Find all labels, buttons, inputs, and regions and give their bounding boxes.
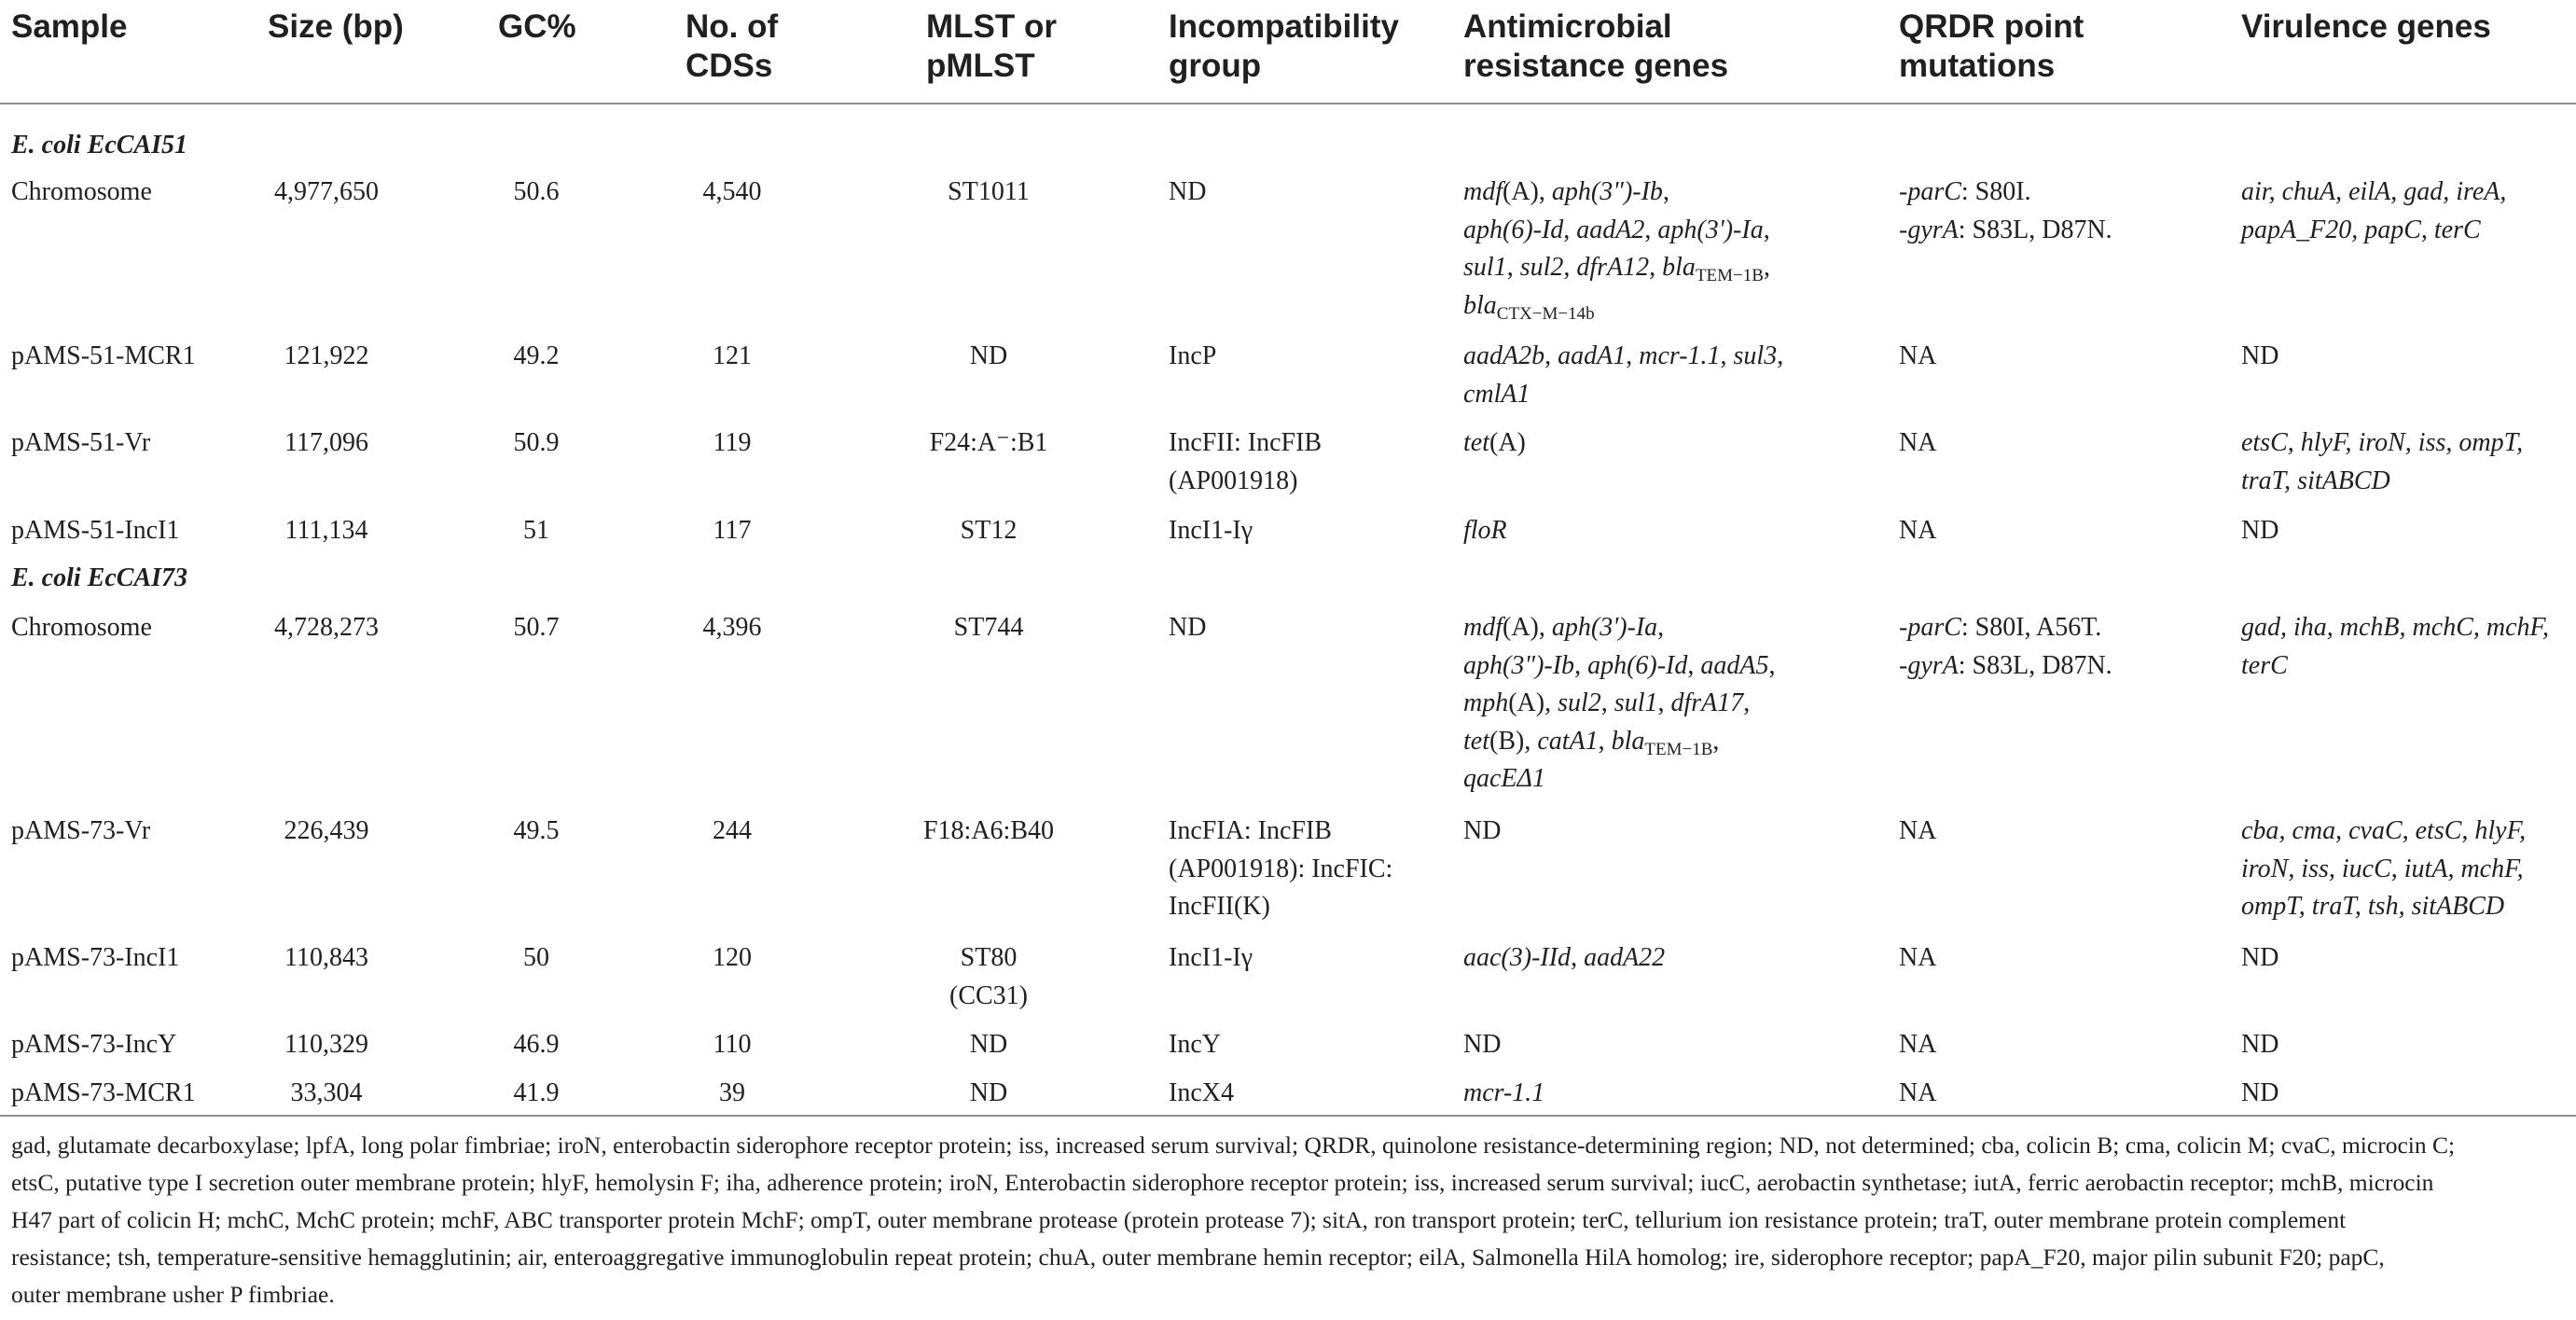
cell-qrdr: NA (1899, 1030, 1937, 1059)
cell-gc: 49.2 (513, 341, 560, 370)
cell-amr: ND (1463, 1030, 1502, 1059)
cell-sample: pAMS-51-IncI1 (11, 516, 180, 545)
cell-mlst: ST744 (953, 613, 1024, 642)
cell-size: 4,977,650 (274, 177, 379, 206)
table-bottom-divider (0, 1115, 2576, 1117)
cell-virulence: etsC, hlyF, iroN, iss, ompT, traT, sitABCD (2241, 428, 2524, 495)
cell-sample: Chromosome (11, 177, 152, 206)
cell-amr: aadA2b, aadA1, mcr-1.1, sul3, cmlA1 (1463, 341, 1784, 409)
header-gc: GC% (498, 8, 576, 45)
cell-incompatibility: IncP (1169, 341, 1217, 370)
cell-incompatibility: IncI1-Iγ (1169, 516, 1253, 545)
group-heading-ecCAI51: E. coli EcCAI51 (11, 131, 188, 160)
cell-cds: 4,540 (702, 177, 762, 206)
cell-mlst: F18:A6:B40 (922, 816, 1055, 845)
header-qrdr: QRDR point mutations (1899, 8, 2084, 84)
header-cds: No. of CDSs (686, 8, 779, 84)
cell-size: 33,304 (290, 1078, 363, 1107)
cell-sample: Chromosome (11, 613, 152, 642)
footnote-line: resistance; tsh, temperature-sensitive hemagglutinin; air, enteroaggregative immunoglobulin repeat protein; chuA, outer membrane hemin receptor; eilA, Salmonella HilA homolog; ire, siderophore receptor; papA_F20, major pilin subunit F20; papC, (11, 1244, 2385, 1271)
cell-incompatibility: IncI1-Iγ (1169, 943, 1253, 972)
cell-cds: 119 (713, 428, 752, 457)
header-incompatibility: Incompatibility group (1169, 8, 1399, 84)
cell-gc: 49.5 (513, 816, 560, 845)
cell-virulence: ND (2241, 341, 2279, 370)
cell-qrdr: NA (1899, 341, 1937, 370)
cell-virulence: air, chuA, eilA, gad, ireA, papA_F20, papC, terC (2241, 177, 2507, 244)
cell-virulence: ND (2241, 1030, 2279, 1059)
cell-cds: 120 (713, 943, 752, 972)
cell-size: 110,329 (284, 1030, 368, 1059)
cell-cds: 121 (713, 341, 752, 370)
cell-gc: 50 (523, 943, 549, 972)
cell-cds: 117 (713, 516, 752, 545)
cell-virulence: gad, iha, mchB, mchC, mchF, terC (2241, 613, 2550, 680)
cell-size: 117,096 (284, 428, 368, 457)
cell-virulence: cba, cma, cvaC, etsC, hlyF, iroN, iss, iucC, iutA, mchF, ompT, traT, tsh, sitABCD (2241, 816, 2527, 921)
footnote-line: etsC, putative type I secretion outer membrane protein; hlyF, hemolysin F; iha, adherence protein; iroN, Enterobactin siderophore receptor protein; iss, increased serum survival; iucC, aerobactin synthetase; iutA, ferric aerobactin receptor; mchB, microcin (11, 1169, 2434, 1196)
cell-incompatibility: IncFII: IncFIB (AP001918) (1169, 428, 1323, 495)
cell-sample: pAMS-51-Vr (11, 428, 151, 457)
cell-sample: pAMS-51-MCR1 (11, 341, 196, 370)
cell-mlst: F24:A⁻:B1 (929, 428, 1048, 457)
cell-size: 121,922 (284, 341, 369, 370)
cell-qrdr: -parC: S80I, A56T. -gyrA: S83L, D87N. (1899, 613, 2112, 680)
cell-size: 111,134 (284, 516, 368, 545)
cell-incompatibility: ND (1169, 613, 1207, 642)
cell-size: 4,728,273 (274, 613, 379, 642)
cell-qrdr: -parC: S80I. -gyrA: S83L, D87N. (1899, 177, 2112, 244)
cell-amr: mdf(A), aph(3')-Ia, aph(3")-Ib, aph(6)-Id, aadA5, mph(A), sul2, sul1, dfrA17, tet(B), catA1, bla$_{TEM-1B}$, qacEΔ1 (1463, 613, 1776, 793)
cell-sample: pAMS-73-MCR1 (11, 1078, 196, 1107)
cell-virulence: ND (2241, 943, 2279, 972)
cell-mlst: ND (969, 341, 1008, 370)
cell-amr: aac(3)-IId, aadA22 (1463, 943, 1666, 972)
cell-gc: 50.7 (513, 613, 560, 642)
cell-amr: mdf(A), aph(3")-Ib, aph(6)-Id, aadA2, aph(3')-Ia, sul1, sul2, dfrA12, bla$_{TEM-1B}$, bla$_{CTX-M-14b}$ (1463, 177, 1770, 324)
cell-mlst: ND (969, 1030, 1008, 1059)
cell-qrdr: NA (1899, 943, 1937, 972)
cell-sample: pAMS-73-IncY (11, 1030, 177, 1059)
header-amr: Antimicrobial resistance genes (1463, 8, 1729, 84)
cell-gc: 46.9 (513, 1030, 560, 1059)
header-virulence: Virulence genes (2241, 8, 2491, 45)
cell-size: 110,843 (284, 943, 368, 972)
cell-incompatibility: IncFIA: IncFIB (AP001918): IncFIC: IncFII(K) (1169, 816, 1393, 921)
header-mlst: MLST or pMLST (926, 8, 1057, 84)
cell-virulence: ND (2241, 1078, 2279, 1107)
cell-cds: 39 (719, 1078, 745, 1107)
cell-incompatibility: IncY (1169, 1030, 1221, 1059)
cell-sample: pAMS-73-Vr (11, 816, 151, 845)
cell-cds: 244 (713, 816, 752, 845)
table-footnote (11, 1127, 2565, 1313)
cell-incompatibility: ND (1169, 177, 1207, 206)
cell-sample: pAMS-73-IncI1 (11, 943, 180, 972)
footnote-line: H47 part of colicin H; mchC, MchC protein; mchF, ABC transporter protein MchF; ompT, outer membrane protease (protein protease 7); sitA, ron transport protein; terC, tellurium ion resistance protein; traT, outer membrane protein complement (11, 1206, 2347, 1233)
cell-amr: ND (1463, 816, 1502, 845)
cell-qrdr: NA (1899, 516, 1937, 545)
group-heading-ecCAI73: E. coli EcCAI73 (11, 563, 188, 592)
cell-gc: 50.6 (513, 177, 560, 206)
header-size: Size (bp) (268, 8, 404, 45)
cell-amr: mcr-1.1 (1463, 1078, 1545, 1107)
cell-cds: 4,396 (702, 613, 762, 642)
cell-qrdr: NA (1899, 1078, 1937, 1107)
cell-amr: tet(A) (1463, 428, 1526, 457)
cell-size: 226,439 (284, 816, 369, 845)
cell-virulence: ND (2241, 516, 2279, 545)
header-divider (0, 103, 2576, 104)
cell-qrdr: NA (1899, 428, 1937, 457)
cell-cds: 110 (713, 1030, 752, 1059)
header-sample: Sample (11, 8, 128, 45)
footnote-line: gad, glutamate decarboxylase; lpfA, long polar fimbriae; iroN, enterobactin siderophore receptor protein; iss, increased serum survival; QRDR, quinolone resistance-determining region; ND, not determined; cba, colicin B; cma, colicin M; cvaC, microcin C; (11, 1132, 2456, 1159)
cell-gc: 51 (523, 516, 549, 545)
cell-gc: 41.9 (513, 1078, 560, 1107)
cell-mlst: ND (969, 1078, 1008, 1107)
cell-mlst: ST12 (960, 516, 1018, 545)
cell-mlst: ST1011 (948, 177, 1030, 206)
table-header (0, 0, 2576, 103)
cell-gc: 50.9 (513, 428, 560, 457)
footnote-line: outer membrane usher P fimbriae. (11, 1281, 335, 1308)
cell-qrdr: NA (1899, 816, 1937, 845)
cell-incompatibility: IncX4 (1169, 1078, 1234, 1107)
cell-amr: floR (1463, 516, 1507, 545)
cell-mlst: ST80 (CC31) (949, 943, 1028, 1010)
